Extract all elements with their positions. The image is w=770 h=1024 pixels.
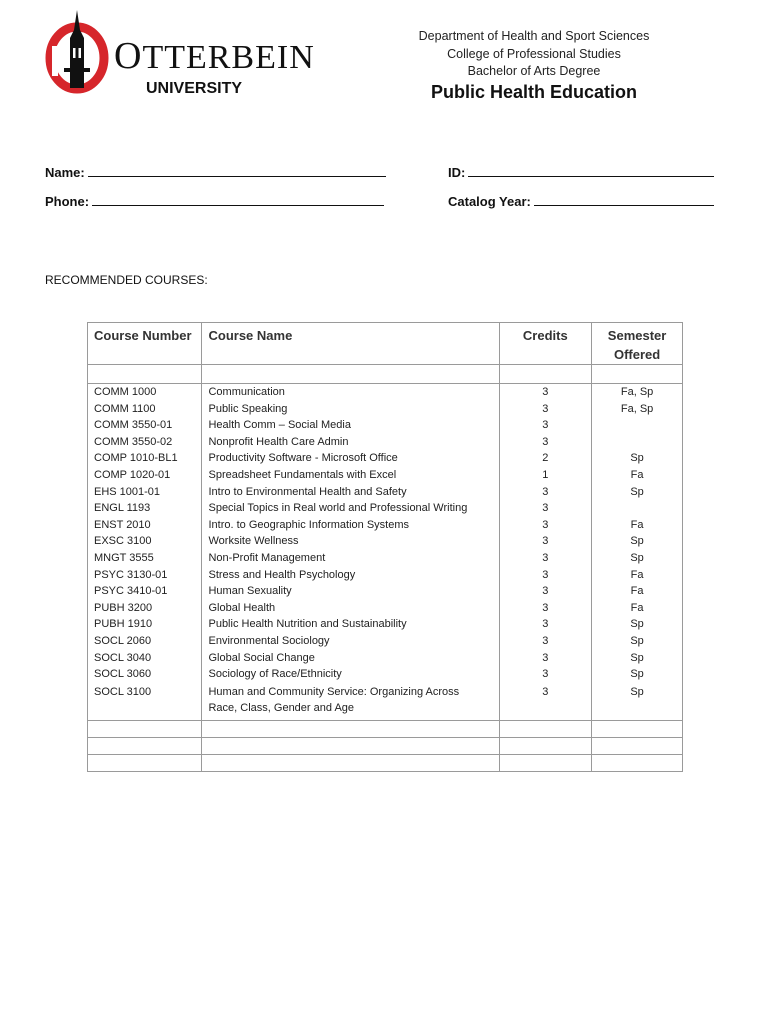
phone-field[interactable] bbox=[45, 193, 384, 209]
table-row bbox=[88, 616, 683, 633]
course-name: Non-Profit Management bbox=[202, 550, 499, 567]
otterbein-logo bbox=[44, 8, 324, 97]
table-row bbox=[88, 633, 683, 650]
course-name: Health Comm – Social Media bbox=[202, 417, 499, 434]
course-semester: Fa bbox=[592, 583, 683, 600]
course-number: MNGT 3555 bbox=[88, 550, 202, 567]
blank-cell bbox=[88, 720, 202, 737]
course-number: PUBH 1910 bbox=[88, 616, 202, 633]
course-number: PSYC 3130-01 bbox=[88, 567, 202, 584]
course-credits: 3 bbox=[499, 683, 592, 721]
course-name: Stress and Health Psychology bbox=[202, 567, 499, 584]
phone-label: Phone: bbox=[45, 194, 90, 209]
table-row bbox=[88, 567, 683, 584]
course-semester: Fa, Sp bbox=[592, 401, 683, 418]
course-credits: 3 bbox=[499, 616, 592, 633]
course-semester: Sp bbox=[592, 450, 683, 467]
course-name: Sociology of Race/Ethnicity bbox=[202, 666, 499, 683]
table-spacer-row bbox=[88, 365, 683, 384]
course-name: Global Health bbox=[202, 600, 499, 617]
course-name: Productivity Software - Microsoft Office bbox=[202, 450, 499, 467]
header-course-number: Course Number bbox=[88, 323, 202, 365]
course-credits: 3 bbox=[499, 517, 592, 534]
department-name: Department of Health and Sport Sciences bbox=[418, 29, 650, 43]
course-credits: 3 bbox=[499, 384, 592, 401]
course-number: EXSC 3100 bbox=[88, 533, 202, 550]
course-credits: 2 bbox=[499, 450, 592, 467]
department-block bbox=[396, 28, 672, 81]
blank-cell bbox=[202, 720, 499, 737]
course-name: Communication bbox=[202, 384, 499, 401]
blank-cell bbox=[202, 754, 499, 771]
course-number: SOCL 3040 bbox=[88, 650, 202, 667]
course-semester bbox=[592, 434, 683, 451]
blank-cell bbox=[499, 754, 592, 771]
catalog-year-line[interactable] bbox=[534, 193, 714, 206]
course-semester bbox=[592, 417, 683, 434]
phone-line[interactable] bbox=[92, 193, 384, 206]
table-row bbox=[88, 401, 683, 418]
course-name: Global Social Change bbox=[202, 650, 499, 667]
course-name: Human Sexuality bbox=[202, 583, 499, 600]
blank-row bbox=[88, 737, 683, 754]
course-semester: Sp bbox=[592, 484, 683, 501]
table-row bbox=[88, 417, 683, 434]
course-number: SOCL 2060 bbox=[88, 633, 202, 650]
catalog-year-label: Catalog Year: bbox=[448, 194, 531, 209]
header-semester: Semester Offered bbox=[592, 323, 683, 365]
course-number: COMM 1000 bbox=[88, 384, 202, 401]
header-course-name: Course Name bbox=[202, 323, 499, 365]
table-row bbox=[88, 434, 683, 451]
id-line[interactable] bbox=[468, 164, 714, 177]
course-credits: 3 bbox=[499, 650, 592, 667]
course-number: COMP 1010-BL1 bbox=[88, 450, 202, 467]
table-row bbox=[88, 517, 683, 534]
course-credits: 3 bbox=[499, 666, 592, 683]
course-credits: 3 bbox=[499, 600, 592, 617]
id-field[interactable] bbox=[448, 164, 714, 180]
logo-wordmark: OTTERBEIN bbox=[114, 35, 315, 77]
header-credits: Credits bbox=[499, 323, 592, 365]
table-row bbox=[88, 583, 683, 600]
course-credits: 3 bbox=[499, 583, 592, 600]
course-semester: Sp bbox=[592, 616, 683, 633]
table-header-row bbox=[88, 323, 683, 365]
degree-name: Bachelor of Arts Degree bbox=[467, 64, 601, 78]
course-semester: Sp bbox=[592, 550, 683, 567]
course-number: PSYC 3410-01 bbox=[88, 583, 202, 600]
table-row bbox=[88, 550, 683, 567]
course-number: ENGL 1193 bbox=[88, 500, 202, 517]
name-label: Name: bbox=[45, 165, 85, 180]
table-row bbox=[88, 484, 683, 501]
blank-cell bbox=[499, 720, 592, 737]
course-table bbox=[87, 322, 683, 772]
course-credits: 3 bbox=[499, 434, 592, 451]
course-number: COMM 1100 bbox=[88, 401, 202, 418]
blank-cell bbox=[88, 737, 202, 754]
name-field[interactable] bbox=[45, 164, 386, 180]
course-semester bbox=[592, 500, 683, 517]
table-row bbox=[88, 467, 683, 484]
course-credits: 3 bbox=[499, 484, 592, 501]
course-number: EHS 1001-01 bbox=[88, 484, 202, 501]
course-number: COMP 1020-01 bbox=[88, 467, 202, 484]
course-number: SOCL 3060 bbox=[88, 666, 202, 683]
course-name: Public Health Nutrition and Sustainability bbox=[202, 616, 499, 633]
blank-cell bbox=[592, 754, 683, 771]
table-row bbox=[88, 650, 683, 667]
course-semester: Sp bbox=[592, 533, 683, 550]
course-credits: 3 bbox=[499, 633, 592, 650]
course-credits: 3 bbox=[499, 401, 592, 418]
blank-cell bbox=[592, 737, 683, 754]
blank-cell bbox=[202, 737, 499, 754]
id-label: ID: bbox=[448, 165, 466, 180]
blank-cell bbox=[88, 754, 202, 771]
course-name: Special Topics in Real world and Professional Writing bbox=[202, 500, 499, 517]
blank-row bbox=[88, 754, 683, 771]
table-row bbox=[88, 666, 683, 683]
course-semester: Fa bbox=[592, 600, 683, 617]
blank-cell bbox=[499, 737, 592, 754]
program-title: Public Health Education bbox=[430, 82, 638, 102]
course-credits: 1 bbox=[499, 467, 592, 484]
course-name: Environmental Sociology bbox=[202, 633, 499, 650]
course-number: ENST 2010 bbox=[88, 517, 202, 534]
course-semester: Fa, Sp bbox=[592, 384, 683, 401]
table-row bbox=[88, 384, 683, 401]
course-number: PUBH 3200 bbox=[88, 600, 202, 617]
course-name: Worksite Wellness bbox=[202, 533, 499, 550]
course-name: Intro. to Geographic Information Systems bbox=[202, 517, 499, 534]
course-number: SOCL 3100 bbox=[88, 683, 202, 721]
course-number: COMM 3550-01 bbox=[88, 417, 202, 434]
table-row bbox=[88, 600, 683, 617]
table-row bbox=[88, 450, 683, 467]
table-row bbox=[88, 533, 683, 550]
course-semester: Fa bbox=[592, 567, 683, 584]
course-credits: 3 bbox=[499, 500, 592, 517]
table-row bbox=[88, 683, 683, 721]
course-semester: Sp bbox=[592, 683, 683, 721]
college-name: College of Professional Studies bbox=[447, 46, 621, 61]
course-semester: Sp bbox=[592, 666, 683, 683]
course-name: Human and Community Service: Organizing Across Race, Class, Gender and Age bbox=[202, 683, 499, 721]
course-credits: 3 bbox=[499, 550, 592, 567]
course-name: Intro to Environmental Health and Safety bbox=[202, 484, 499, 501]
course-credits: 3 bbox=[499, 567, 592, 584]
blank-cell bbox=[592, 720, 683, 737]
course-name: Spreadsheet Fundamentals with Excel bbox=[202, 467, 499, 484]
name-line[interactable] bbox=[88, 164, 386, 177]
course-name: Nonprofit Health Care Admin bbox=[202, 434, 499, 451]
course-credits: 3 bbox=[499, 417, 592, 434]
cardinal-tower-icon bbox=[44, 8, 114, 94]
catalog-year-field[interactable] bbox=[448, 193, 714, 209]
course-semester: Fa bbox=[592, 467, 683, 484]
course-semester: Sp bbox=[592, 650, 683, 667]
course-name: Public Speaking bbox=[202, 401, 499, 418]
table-row bbox=[88, 500, 683, 517]
section-title: RECOMMENDED COURSES: bbox=[45, 273, 208, 287]
logo-university: UNIVERSITY bbox=[146, 80, 243, 97]
course-semester: Fa bbox=[592, 517, 683, 534]
course-number: COMM 3550-02 bbox=[88, 434, 202, 451]
course-credits: 3 bbox=[499, 533, 592, 550]
course-semester: Sp bbox=[592, 633, 683, 650]
blank-row bbox=[88, 720, 683, 737]
